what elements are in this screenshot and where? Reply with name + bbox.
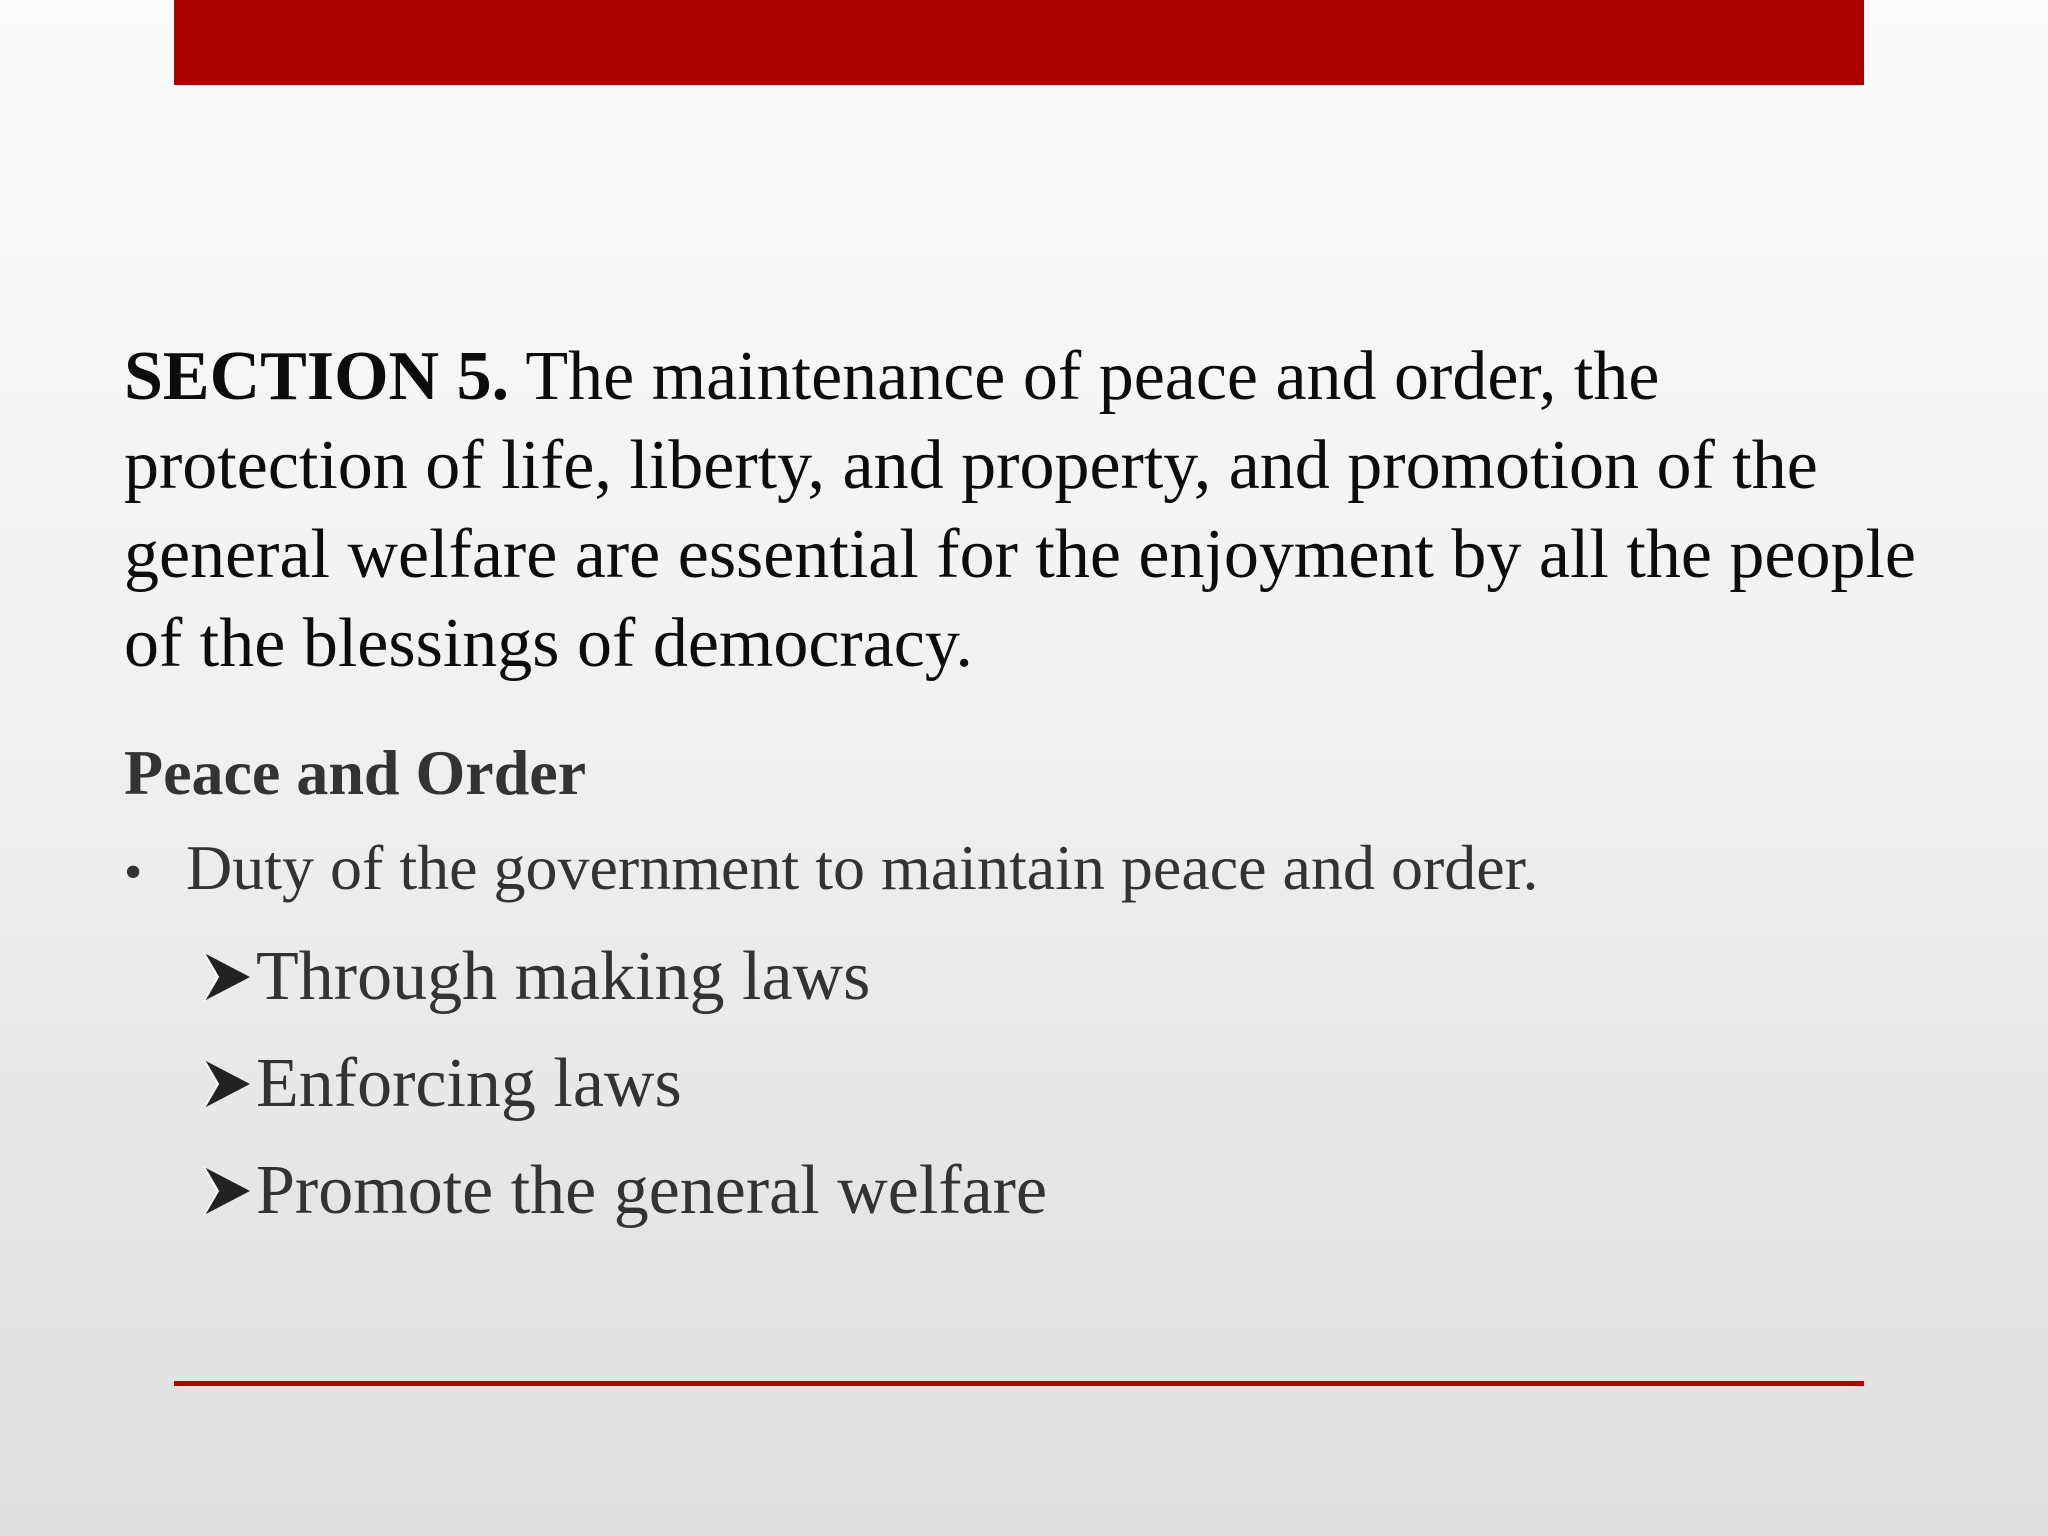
top-accent-bar xyxy=(174,0,1864,85)
arrow-bullet-icon xyxy=(200,1056,254,1112)
bullet-list xyxy=(124,818,1924,923)
sub-bullet-list xyxy=(124,923,1924,1244)
bullet-item xyxy=(124,818,1924,923)
arrow-bullet-icon xyxy=(200,1163,254,1219)
bullet-dot-icon: • xyxy=(124,844,143,901)
arrow-bullet-icon xyxy=(200,949,254,1005)
bottom-rule xyxy=(174,1381,1864,1386)
sub-bullet-text: Through making laws xyxy=(256,938,871,1015)
section-text: The maintenance of peace and order, the protection of life, liberty, and property, and promotion of the general welfare are essential for the enjoyment by all the people of the blessings of democracy. xyxy=(124,338,1916,682)
bullet-text: Duty of the government to maintain peace and order. xyxy=(186,832,1539,903)
section-label: SECTION 5. xyxy=(124,338,510,415)
slide-content xyxy=(124,332,1924,1244)
sub-bullet-text: Enforcing laws xyxy=(256,1045,682,1122)
sub-heading: Peace and Order xyxy=(124,737,587,808)
sub-bullet-item xyxy=(200,1137,1924,1244)
section-paragraph xyxy=(124,332,1924,688)
sub-bullet-item xyxy=(200,923,1924,1030)
sub-bullet-item xyxy=(200,1030,1924,1137)
sub-bullet-text: Promote the general welfare xyxy=(256,1152,1048,1229)
